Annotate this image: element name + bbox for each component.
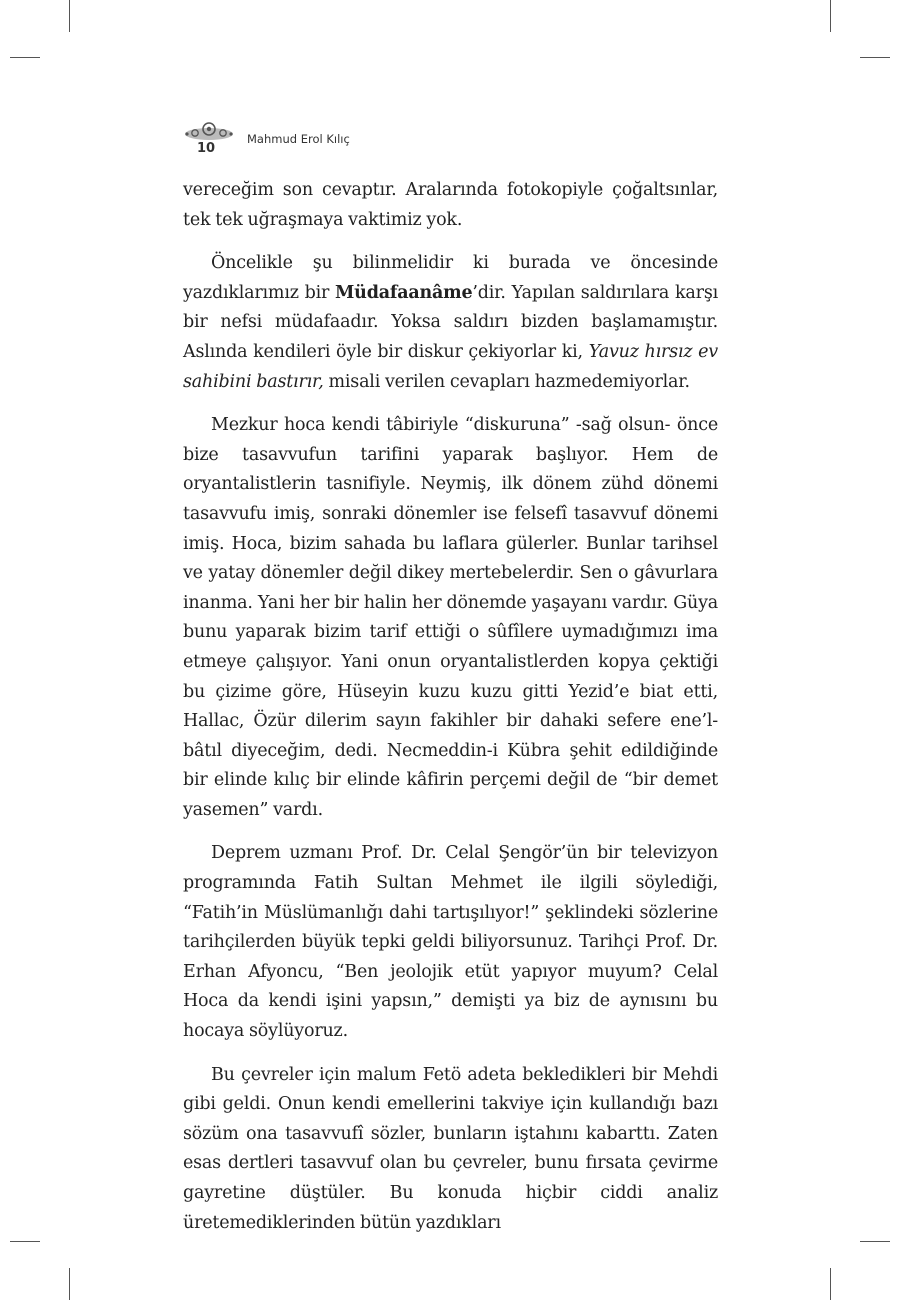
crop-mark-left-bottom	[10, 1241, 40, 1242]
crop-mark-top-right	[830, 0, 831, 32]
paragraph-3: Mezkur hoca kendi tâbiriyle “diskuruna” -sağ olsun- önce bize tasavvufun tarifini yaparak başlıyor. Hem de oryantalistlerin tasnifiyle. Neymiş, ilk dönem zühd dönemi tasavvufu imiş, sonraki dönemler ise felsefî tasavvuf dönemi imiş. Hoca, bizim sahada bu laflara gülerler. Bunlar tarihsel ve yatay dönemler değil dikey mertebelerdir. Sen o gâvurlara inanma. Yani her bir halin her dönemde yaşayanı vardır. Güya bunu yaparak bizim tarif ettiği o sûfîlere uymadığımızı ima etmeye çalışıyor. Yani onun oryantalistlerden kopya çektiği bu çizime göre, Hüseyin kuzu kuzu gitti Yezid’e biat etti, Hallac, Özür dilerim sayın fakihler bir dahaki sefere ene’l-bâtıl diyeceğim, dedi. Necmeddin-i Kübra şehit edildiğinde bir elinde kılıç bir elinde kâfirin perçemi değil de “bir demet yasemen” vardı.	[183, 415, 718, 820]
crop-mark-left-top	[10, 57, 40, 58]
paragraph-2	[183, 249, 718, 397]
crop-mark-top-left	[69, 0, 70, 32]
bold-term-mudafaaname: Müdafaanâme	[335, 282, 473, 303]
page-number: 10	[197, 141, 216, 156]
body-text	[183, 176, 718, 1252]
crop-mark-bottom-right	[830, 1268, 831, 1300]
paragraph-5: Bu çevreler için malum Fetö adeta bekledikleri bir Mehdi gibi geldi. Onun kendi emellerini takviye için kullandığı bazı sözüm ona tasavvufî sözler, bunların iştahını kabarttı. Zaten esas dertleri tasavvuf olan bu çevreler, bunu fırsata çevirme gayretine düştüler. Bu konuda hiçbir ciddi analiz üretemediklerinden bütün yazdıkları	[183, 1064, 718, 1233]
paragraph-2-part-e: misali verilen cevapları hazmedemiyorlar.	[323, 371, 690, 392]
crop-mark-right-bottom	[860, 1241, 890, 1242]
paragraph-4: Deprem uzmanı Prof. Dr. Celal Şengör’ün bir televizyon programında Fatih Sultan Mehmet ile ilgili söylediği, “Fatih’in Müslümanlığı dahi tartışılıyor!” şeklindeki sözlerine tarihçilerden büyük tepki geldi biliyorsunuz. Tarihçi Prof. Dr. Erhan Afyoncu, “Ben jeolojik etüt yapıyor muyum? Celal Hoca da kendi işini yapsın,” demişti ya biz de aynısını bu hocaya söylüyoruz.	[183, 843, 718, 1042]
crop-mark-bottom-left	[69, 1268, 70, 1300]
running-header	[183, 118, 483, 158]
paragraph-2-part-c: ’dir. Yapılan saldırılara karşı bir nefsi müdafaadır. Yoksa saldırı bizden başlamamıştır. Aslında kendileri öyle bir diskur çekiyorlar ki,	[183, 282, 718, 362]
paragraph-2-part-a: Öncelikle şu bilinmelidir ki burada ve öncesinde yazdıklarımız bir	[183, 253, 718, 303]
italic-proverb: Yavuz hırsız ev sahibini bastırır,	[183, 341, 718, 392]
crop-mark-right-top	[860, 57, 890, 58]
paragraph-1: vereceğim son cevaptır. Aralarında fotokopiyle çoğaltsınlar, tek tek uğraşmaya vaktimiz yok.	[183, 180, 718, 230]
author-name: Mahmud Erol Kılıç	[247, 132, 350, 146]
